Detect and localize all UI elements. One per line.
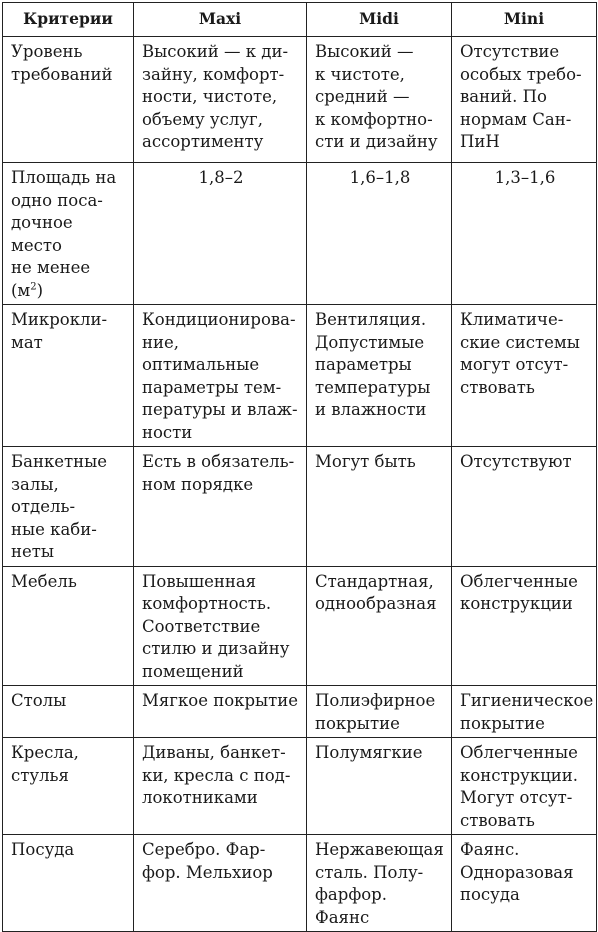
cell-midi: 1,6–1,8	[307, 163, 452, 305]
header-maxi: Maxi	[134, 3, 307, 37]
comparison-table	[2, 2, 597, 932]
superscript: 2	[30, 281, 37, 292]
row-label: Микрокли- мат	[3, 305, 134, 447]
table-row	[3, 835, 597, 932]
row-label: Посуда	[3, 835, 134, 932]
row-label: Мебель	[3, 566, 134, 686]
cell-mini: Отсутствуют	[452, 447, 597, 567]
cell-midi: Полумягкие	[307, 738, 452, 835]
table-row	[3, 686, 597, 738]
cell-mini: Климатиче- ские системы могут отсут- ствовать	[452, 305, 597, 447]
header-criteria: Критерии	[3, 3, 134, 37]
table-row	[3, 163, 597, 305]
row-label: Банкетные залы, отдель- ные каби- неты	[3, 447, 134, 567]
cell-mini: Гигиеническое покрытие	[452, 686, 597, 738]
table-body	[3, 37, 597, 932]
cell-midi: Высокий — к чистоте, средний — к комфортно- сти и дизайну	[307, 37, 452, 163]
table-header	[3, 3, 597, 37]
header-mini: Mini	[452, 3, 597, 37]
cell-mini: 1,3–1,6	[452, 163, 597, 305]
table-row	[3, 566, 597, 686]
header-midi: Midi	[307, 3, 452, 37]
cell-mini: Облегченные конструкции. Могут отсут- ствовать	[452, 738, 597, 835]
cell-maxi: Высокий — к ди- зайну, комфорт- ности, чистоте, объему услуг, ассортименту	[134, 37, 307, 163]
cell-maxi: Повышенная комфортность. Соответствие стилю и дизайну помещений	[134, 566, 307, 686]
header-row	[3, 3, 597, 37]
cell-midi: Полиэфирное покрытие	[307, 686, 452, 738]
table-row	[3, 447, 597, 567]
cell-mini: Отсутствие особых требо- ваний. По нормам Сан- ПиН	[452, 37, 597, 163]
row-label: Уровень требований	[3, 37, 134, 163]
cell-maxi: Серебро. Фар- фор. Мельхиор	[134, 835, 307, 932]
row-label: Столы	[3, 686, 134, 738]
cell-maxi: Кондиционирова- ние, оптимальные параметры тем- пературы и влаж- ности	[134, 305, 307, 447]
cell-midi: Нержавеющая сталь. Полу- фарфор. Фаянс	[307, 835, 452, 932]
cell-maxi: Диваны, банкет- ки, кресла с под- локотниками	[134, 738, 307, 835]
cell-mini: Облегченные конструкции	[452, 566, 597, 686]
cell-midi: Вентиляция. Допустимые параметры температуры и влажности	[307, 305, 452, 447]
table-row	[3, 305, 597, 447]
cell-maxi: Есть в обязатель- ном порядке	[134, 447, 307, 567]
table-row	[3, 37, 597, 163]
cell-midi: Стандартная, однообразная	[307, 566, 452, 686]
row-label: Кресла, стулья	[3, 738, 134, 835]
row-label: Площадь на одно поса- дочное место не менее $(м^2)$	[3, 163, 134, 305]
cell-maxi: 1,8–2	[134, 163, 307, 305]
cell-mini: Фаянс. Одноразовая посуда	[452, 835, 597, 932]
cell-midi: Могут быть	[307, 447, 452, 567]
table-row	[3, 738, 597, 835]
cell-maxi: Мягкое покрытие	[134, 686, 307, 738]
